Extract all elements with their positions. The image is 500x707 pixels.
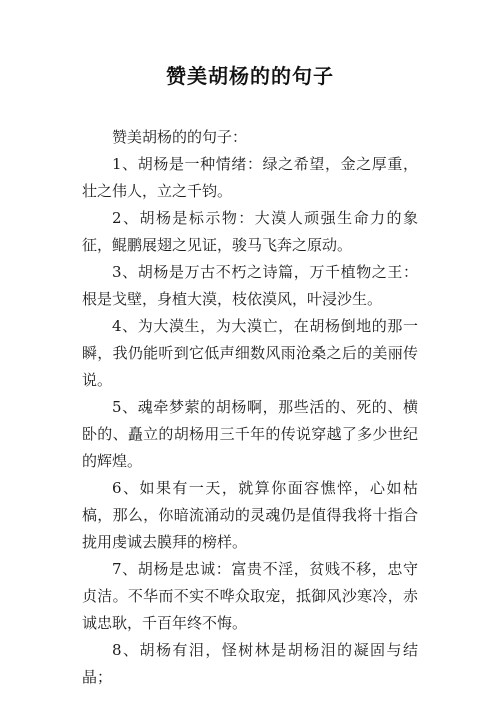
paragraph-intro: 赞美胡杨的的句子： <box>112 128 248 146</box>
paragraph-6: 6、如果有一天，就算你面容憔悴，心如枯槁，那么，你暗流涌动的灵魂仍是值得我将十指合拢用虔诚去膜拜的榜样。 <box>82 479 418 551</box>
paragraph-2: 2、胡杨是标示物：大漠人顽强生命力的象征，鲲鹏展翅之见证，骏马飞奔之原动。 <box>82 209 418 254</box>
paragraph-7: 7、胡杨是忠诚：富贵不淫，贫贱不移，忠守贞洁。不华而不实不哗众取宠，抵御风沙寒冷，赤诚忠耿，千百年终不悔。 <box>82 560 418 632</box>
paragraph-4: 4、为大漠生，为大漠亡，在胡杨倒地的那一瞬，我仍能听到它低声细数风雨沧桑之后的美丽传说。 <box>82 317 418 389</box>
document-body <box>82 124 418 691</box>
paragraph-1: 1、胡杨是一种情绪：绿之希望，金之厚重，壮之伟人，立之千钧。 <box>82 155 418 200</box>
document-title: 赞美胡杨的的句子 <box>166 64 334 88</box>
paragraph-5: 5、魂牵梦萦的胡杨啊，那些活的、死的、横卧的、矗立的胡杨用三千年的传说穿越了多少世纪的辉煌。 <box>82 398 418 470</box>
paragraph-3: 3、胡杨是万古不朽之诗篇，万千植物之王：根是戈壁，身植大漠，枝依漠风，叶浸沙生。 <box>82 263 418 308</box>
paragraph-8: 8、胡杨有泪，怪树林是胡杨泪的凝固与结晶； <box>82 641 418 686</box>
